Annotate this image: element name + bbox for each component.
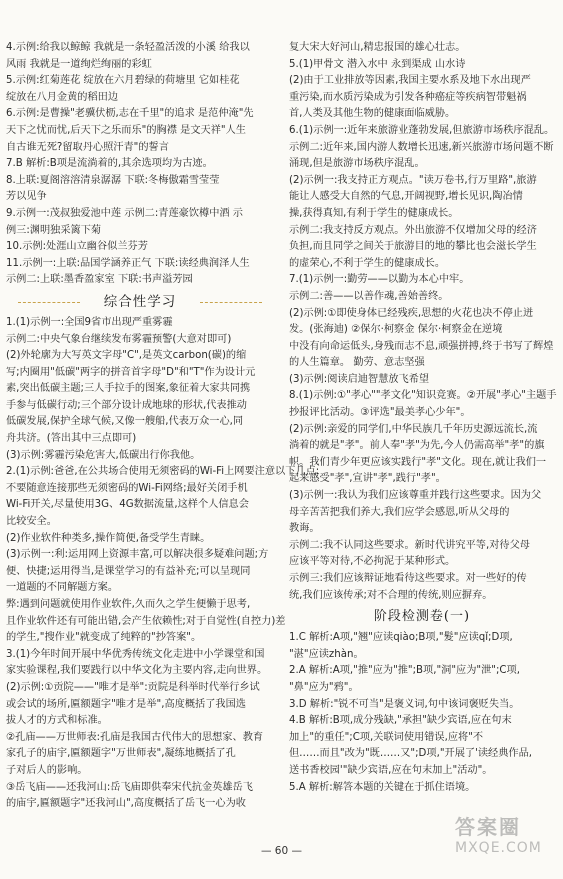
text-line: (2)示例:①贡院——"唯才是举":贡院是科举时代举行乡试 bbox=[6, 681, 260, 693]
text-line: 比较安全。 bbox=[6, 516, 57, 528]
text-line: (3)示例一:我认为我们应该尊重并践行这些要求。因为父 bbox=[289, 490, 542, 502]
text-line: 弊:遇到问题就使用作业软件,久而久之学生便懒于思考, bbox=[6, 599, 251, 610]
text-line: ③岳飞庙——还我河山:岳飞庙即供奉宋代抗金英雄岳飞 bbox=[6, 781, 253, 793]
text-line: 9.示例一:茂叔独爱池中莲 示例二:青莲豪饮樽中酒 示 bbox=[6, 207, 243, 219]
text-line: 母辛苦苦把我们养大,我们应学会感恩,听从父母的 bbox=[289, 506, 510, 518]
text-line: 11.示例一:上联:品国学涵养正气 下联:读经典润泽人生 bbox=[6, 257, 250, 269]
text-line: 2.A 解析:A项,"推"应为"推";B项,"洞"应为"泄";C项, bbox=[289, 665, 520, 677]
text-line: 应该平等对待,不必拘泥于某种形式。 bbox=[289, 556, 456, 568]
text-line: 拔人才的方式和标准。 bbox=[6, 715, 108, 727]
text-line: 统,我们应该传承;对不合理的传统,则应摒弃。 bbox=[289, 589, 493, 601]
text-line: 首,人类及其他生物的健康面临威胁。 bbox=[289, 108, 456, 120]
left-answer-block bbox=[6, 40, 274, 289]
text-line: 不要随意连接那些无须密码的Wi-Fi网络;最好关闭手机 bbox=[6, 482, 248, 494]
text-line: 5.A 解析:解答本题的关键在于抓住语境。 bbox=[289, 781, 476, 793]
text-line: 4.B 解析:B项,成分残缺,"承担"缺少宾语,应在句末 bbox=[289, 715, 512, 727]
text-line: 复大宋大好河山,精忠报国的雄心壮志。 bbox=[289, 42, 466, 53]
text-line: 加上"的重任";C项,关联词使用错误,应将"不 bbox=[289, 731, 484, 743]
text-line: 但……而且"改为"既……又";D项,"开展了'读经典作品, bbox=[289, 748, 533, 760]
text-line: 芳以见争 bbox=[6, 191, 47, 203]
text-line: 重污染,而水质污染成为引发各种癌症等疾病智带魁祸 bbox=[289, 91, 527, 103]
text-line: 淌着的就是"孝"。前人奉"孝"为先,今人仍需高举"孝"的旗 bbox=[289, 440, 545, 452]
right-answer-block bbox=[289, 40, 555, 604]
text-line: 2.(1)示例:爸爸,在公共场合使用无须密码的Wi-Fi上网要注意以下几点: bbox=[6, 466, 320, 478]
text-line: 或会试的场所,匾额题字"唯才是举",高度概括了我国选 bbox=[6, 698, 246, 710]
text-line: 一道题的不同解题方案。 bbox=[6, 582, 119, 594]
text-line: 送书香校园'"缺少宾语,应在句末加上"活动"。 bbox=[289, 764, 493, 776]
text-line: 1.C 解析:A项,"翘"应读qiào;B项,"髮"应读qǐ;D项, bbox=[289, 632, 513, 644]
text-line: 4.示例:给我以鲸鲸 我就是一条轻盈活泼的小溪 给我以 bbox=[6, 42, 250, 53]
page-number: — 60 — bbox=[260, 845, 303, 857]
text-line: (2)作业软件种类多,操作简便,备受学生青睐。 bbox=[6, 532, 211, 544]
watermark-logo bbox=[455, 815, 555, 869]
text-line: 操,获得真知,有利于学生的健康成长。 bbox=[289, 207, 459, 219]
right-column bbox=[289, 40, 555, 796]
text-line: 3.D 解析:"锐不可当"是褒义词,句中该词褒贬失当。 bbox=[289, 698, 520, 710]
text-line: 舟共济。(答出其中三点即可) bbox=[6, 433, 137, 445]
text-line: 素,突出低碳主题;三人手拉手的图案,象征着大家共同携 bbox=[6, 383, 251, 395]
text-line: 起来感受"孝",宣讲"孝",践行"孝"。 bbox=[289, 473, 446, 485]
section-title-comprehensive-study: 综合性学习 bbox=[6, 291, 274, 313]
text-line: 10.示例:处涯山立幽谷似兰芬芳 bbox=[6, 241, 148, 253]
text-line: 发。(张海迪) ②保尔·柯察金 保尔·柯察金在逆境 bbox=[289, 324, 503, 336]
text-line: 涌现,但是旅游市场秩序混乱。 bbox=[289, 158, 425, 170]
text-line: 家孔子的庙宇,匾额题字"万世师表",凝练地概括了孔 bbox=[6, 748, 236, 760]
text-line: 示例二:我不认同这些要求。新时代讲究平等,对待父母 bbox=[289, 539, 530, 551]
text-line: 家实验课程,我们要践行以中华文化为主要内容,走向世界。 bbox=[6, 665, 268, 677]
text-line: "鼻"应为"鸦"。 bbox=[289, 681, 359, 693]
text-line: 天下之忧而忧,后天下之乐而乐"的胸襟 是文天祥"人生 bbox=[6, 124, 246, 136]
text-line: 6.示例:是曹操"老骥伏枥,志在千里"的追求 是范仲淹"先 bbox=[6, 108, 254, 120]
text-line: 低碳发展,保护全球气候,又像一艘船,代表万众一心,同 bbox=[6, 416, 244, 428]
text-line: 7.(1)示例一:勤劳——以勤为本心中牢。 bbox=[289, 274, 470, 286]
text-line: 3.(1)今年时间开展中华优秀传统文化走进中小学课堂和国 bbox=[6, 648, 265, 660]
text-line: 8.上联:夏阁溶溶清泉潺潺 下联:冬梅傲霜雪莹莹 bbox=[6, 174, 220, 186]
text-line: ②孔庙——万世师表:孔庙是我国古代伟大的思想家、教育 bbox=[6, 731, 264, 743]
text-line: 的庙宇,匾额题字"还我河山",高度概括了岳飞一心为收 bbox=[6, 798, 246, 810]
text-line: 自古谁无死?留取丹心照汗青"的誓言 bbox=[6, 141, 169, 153]
text-line: (2)外轮廓为大写英文字母"C",是英文carbon(碳)的缩 bbox=[6, 350, 247, 362]
text-line: 示例二:近年来,国内游人数增长迅速,新兴旅游市场问题不断 bbox=[289, 141, 554, 153]
text-line: 便、快捷;运用得当,是课堂学习的有益补充;可以呈现同 bbox=[6, 565, 251, 577]
text-line: 帜。我们青少年更应该实践行"孝"文化。现在,就让我们一 bbox=[289, 456, 547, 468]
text-line: 中没有向命运低头,身残而志不息,顽强拼搏,终于书写了辉煌 bbox=[289, 340, 554, 352]
text-line: (2)示例:亲爱的同学们,中华民族几千年历史源远流长,流 bbox=[289, 423, 538, 435]
text-line: 示例二:中央气象台继续发布雾霾预警(大意对即可) bbox=[6, 333, 232, 345]
text-line: (2)示例一:我支持正方观点。"读万卷书,行万里路",旅游 bbox=[289, 174, 537, 186]
text-line: 手参与低碳行动;三个部分设计成地球的形状,代表推动 bbox=[6, 399, 247, 411]
text-line: 5.示例:红菊莲花 绽放在六月碧绿的荷塘里 它如桂花 bbox=[6, 75, 240, 87]
text-line: (3)示例:阅读启迪智慧放飞希望 bbox=[289, 373, 430, 385]
text-line: (2)示例:①即使身体已经残疾,思想的火花也决不停止迸 bbox=[289, 307, 534, 319]
text-line: (2)由于工业排放等因素,我国主要水系及地下水出现严 bbox=[289, 75, 531, 87]
text-line: 6.(1)示例一:近年来旅游业蓬勃发展,但旅游市场秩序混乱。 bbox=[289, 124, 555, 136]
text-line: 例三:渊明独采篱下菊 bbox=[6, 224, 102, 236]
text-line: 示例二:上联:墨香盈家室 下联:书声溢芳园 bbox=[6, 274, 193, 286]
text-line: Wi-Fi开关,尽量使用3G、4G数据流量,这样个人信息会 bbox=[6, 499, 249, 511]
stage-test-block bbox=[289, 630, 555, 796]
text-line: 的学生,"搜作业"就变成了纯粹的"抄答案"。 bbox=[6, 632, 202, 644]
text-line: (3)示例:雾霾污染危害大,低碳出行你我他。 bbox=[6, 449, 201, 461]
text-line: 且作业软件还有可能出错,会产生依赖性;对于自觉性(自控力)差 bbox=[6, 615, 286, 627]
text-line: 写;内圈用"低碳"两字的拼音首字母"D"和"T"作为设计元 bbox=[6, 366, 256, 378]
text-line: 8.(1)示例:①"孝心""孝文化"知识竞赛。②开展"孝心"主题手 bbox=[289, 390, 557, 402]
text-line: 示例二:我支持反方观点。外出旅游不仅增加父母的经济 bbox=[289, 224, 537, 236]
watermark-text-cn: 答案圈 bbox=[455, 815, 521, 839]
text-line: "湛"应读zhàn。 bbox=[289, 648, 364, 660]
text-line: 示例三:我们应该辩证地看待这些要求。对一些好的传 bbox=[289, 573, 527, 584]
text-line: 示例二:善——以善作魂,善始善终。 bbox=[289, 290, 449, 302]
text-line: 1.(1)示例一:全国9省市出现严重雾霾 bbox=[6, 316, 173, 328]
text-line: 的虚荣心,不利于学生的健康成长。 bbox=[289, 257, 446, 269]
text-line: 教诲。 bbox=[289, 523, 320, 535]
text-line: 抄报评比活动。③评选"最美孝心少年"。 bbox=[289, 407, 471, 419]
section-title-stage-test: 阶段检测卷(一) bbox=[373, 609, 471, 625]
text-line: 7.B 解析:B项是流淌着的,其余选项均为古迹。 bbox=[6, 158, 213, 170]
text-line: 能让人感受大自然的气息,开阔视野,增长见识,陶冶情 bbox=[289, 191, 523, 203]
text-line: 的人生篇章。 勤劳、意志坚强 bbox=[289, 357, 425, 369]
text-line: (3)示例一:利:运用网上资源丰富,可以解决很多疑难问题;方 bbox=[6, 549, 269, 561]
watermark-text-url: MXQE.COM bbox=[455, 840, 542, 856]
text-line: 5.(1)甲骨文 潜入水中 永到渠成 山水诗 bbox=[289, 58, 466, 70]
text-line: 子对后人的影响。 bbox=[6, 764, 88, 776]
text-line: 风雨 我就是一道绚烂绚丽的彩虹 bbox=[6, 58, 152, 70]
text-line: 绽放在八月金黄的稻田边 bbox=[6, 91, 119, 103]
text-line: 负担,而且同学之间关于旅游目的地的攀比也会滋长学生 bbox=[289, 241, 537, 253]
